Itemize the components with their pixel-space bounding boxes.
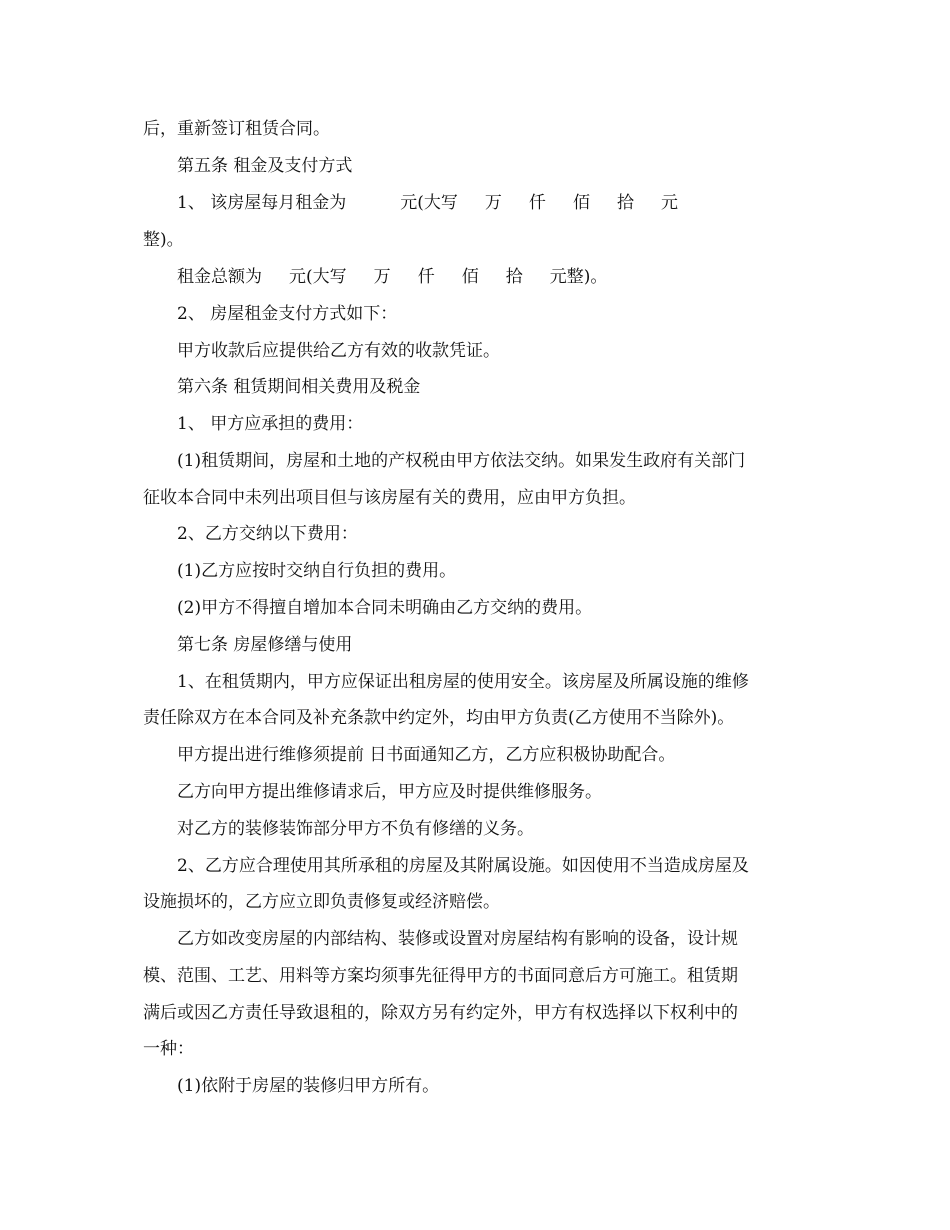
text-line: 一种： [143, 1039, 194, 1059]
text-line: 满后或因乙方责任导致退租的，除双方另有约定外，甲方有权选择以下权利中的 [143, 1003, 738, 1023]
text-line: 租金总额为 元(大写 万 仟 佰 拾 元整)。 [177, 267, 608, 287]
article-heading: 第七条 房屋修缮与使用 [177, 635, 353, 655]
article-heading: 第五条 租金及支付方式 [177, 156, 353, 176]
article-heading: 第六条 租赁期间相关费用及税金 [177, 377, 421, 397]
text-line: (1)乙方应按时交纳自行负担的费用。 [177, 561, 457, 581]
text-line: (1)依附于房屋的装修归甲方所有。 [177, 1076, 440, 1096]
text-line: 1、在租赁期内，甲方应保证出租房屋的使用安全。该房屋及所属设施的维修 [177, 672, 749, 692]
text-line: 整)。 [143, 230, 184, 250]
text-line: (2)甲方不得擅自增加本合同未明确由乙方交纳的费用。 [177, 598, 593, 618]
text-line: 乙方向甲方提出维修请求后，甲方应及时提供维修服务。 [177, 782, 602, 802]
text-line: 乙方如改变房屋的内部结构、装修或设置对房屋结构有影响的设备，设计规 [177, 929, 738, 949]
text-line: 1、 该房屋每月租金为 元(大写 万 仟 佰 拾 元 [177, 193, 678, 213]
text-line: 责任除双方在本合同及补充条款中约定外，均由甲方负责(乙方使用不当除外)。 [143, 708, 735, 728]
text-line: (1)租赁期间，房屋和土地的产权税由甲方依法交纳。如果发生政府有关部门 [177, 451, 746, 471]
text-line: 模、范围、工艺、用料等方案均须事先征得甲方的书面同意后方可施工。租赁期 [143, 966, 738, 986]
text-line: 甲方收款后应提供给乙方有效的收款凭证。 [177, 341, 500, 361]
text-line: 后，重新签订租赁合同。 [143, 119, 330, 139]
text-line: 2、乙方交纳以下费用： [177, 524, 358, 544]
text-line: 对乙方的装修装饰部分甲方不负有修缮的义务。 [177, 819, 534, 839]
text-line: 设施损坏的，乙方应立即负责修复或经济赔偿。 [143, 892, 500, 912]
text-line: 征收本合同中未列出项目但与该房屋有关的费用，应由甲方负担。 [143, 488, 636, 508]
text-line: 1、 甲方应承担的费用： [177, 414, 364, 434]
text-line: 2、乙方应合理使用其所承租的房屋及其附属设施。如因使用不当造成房屋及 [177, 856, 749, 876]
text-line: 2、 房屋租金支付方式如下： [177, 304, 398, 324]
text-line: 甲方提出进行维修须提前 日书面通知乙方，乙方应积极协助配合。 [177, 745, 676, 765]
